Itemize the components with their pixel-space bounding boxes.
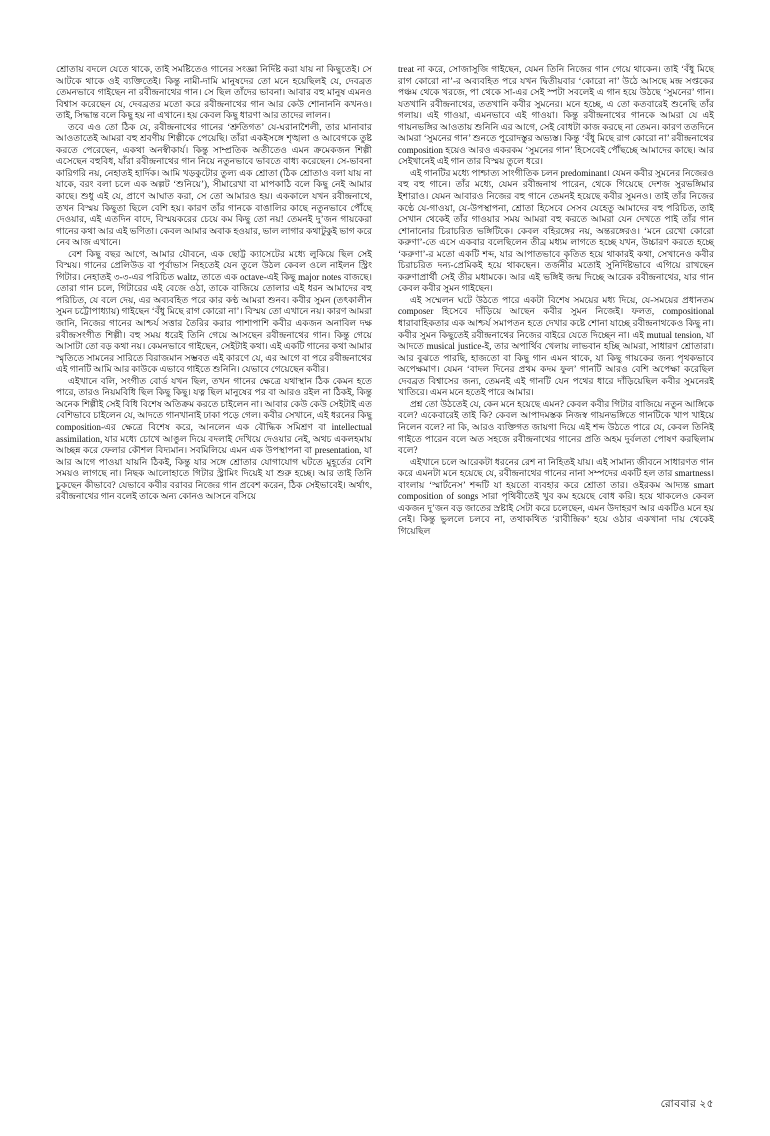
paragraph: প্রশ্ন তো উঠতেই যে, কেন মনে হয়েছে এমন? কেবল কবীর গিটার বাজিয়ে নতুন আঙ্গিকে বলে? একেবারেই তাই কি? কেবল আপাদমস্তক নিজস্ব গায়নভঙ্গিতে গানটিকে খাপ খাইয়ে নিলেন বলে? না কি, আরও ব্যক্তিগত জায়গা দিয়ে এই শব্দ উঠতে পারে যে, কেবল তিনিই গাইতে পারেন বলে অত সহজে রবীন্দ্রনাথের গানের প্রতি অহম দুর্বলতা পোষণ করছিলাম বলে? xyxy=(398,398,714,456)
right-column xyxy=(398,64,714,1054)
left-column xyxy=(56,64,372,1054)
paragraph: এই গানটির মধ্যে পাশ্চাত্য সাংগীতিক চলন predominant। যেমন কবীর সুমনের নিজেরও বহু বহু গানে। তাঁর মধ্যে, যেমন রবীন্দ্রনাথ পারেন, থেকে গিয়েছে দেশজ সুরভঙ্গিমার ইশারাও। যেমন আবারও নিজের বহু গানে তেমনই হয়েছে কবীর সুমনও। তাই তাঁর নিজের কণ্ঠে যে-গাওয়া, যে-উপস্থাপনা, শ্রোতা হিসেবে সেসব যেহেতু আমাদের বহু পরিচিত, তাই সেখান থেকেই তাঁর গাওয়ার সময় আমরা বহু করতে আমরা যেন দেখতে পাই তাঁর গান শোনানোর চিরাচরিত ভঙ্গিটিকে। কেবল বহিরঙ্গের নয়, অন্তরঙ্গেরও। ‘মনে রেখো কোরো করুণা’-তে এসে একবার বলেছিলেন তীব্র মধ্যম লাগতে হচ্ছে যখন, উচ্চারণ করতে হচ্ছে ‘করুণা’-র মতো একটি শব্দ, যার আপাতভাবে কৃতিত হয়ে থাকারই কথা, সেখানেও কবীর চিরাচরিত দন্য-প্রেমিকই হয়ে থাকছেন। তর্জনীর মতোই সুনির্দিষ্টভাবে এগিয়ে রাখছেন করুণাপ্রার্থী সেই তীর মধামকে। আর এই ভঙ্গিই জন্ম দিচ্ছে আরেক রবীন্দ্রনাথের, যার গান কেবল কবীর সুমন গাইছেন। xyxy=(398,167,714,294)
paragraph: treat না করে, সোজাসুজি গাইছেন, যেমন তিনি নিজের গান গেয়ে থাকেন। তাই ‘বঁধু মিছে রাগ কোরো না’-র অব্যবহিত পরে যখন দ্বিতীয়বার ‘কোরো না’ উঠে আসছে মন্দ্র সপ্তকের পঞ্চম থেকে খরজে, পা থেকে সা-এর সেই স্পটা সবলেই এ গান হয়ে উঠছে ‘সুমনের’ গান। যতখানি রবীন্দ্রনাথের, ততখানি কবীর সুমনের। মনে হচ্ছে, এ তো কতবারেই শুনেছি তাঁর গলায়। এই গাওয়া, এমনভাবে এই গাওয়া। কিন্তু রবীন্দ্রনাথের গানকে আমরা যে এই গায়নভঙ্গির আওতায় শুনিনি এর আগে, সেই বোধটা কাজ করছে না তেমন। কারণ ততদিনে আমরা ‘সুমনের গান’ শুনতে পুরোদস্তুর অভ্যস্ত। কিন্তু ‘বঁধু মিছে রাগ কোরো না’ রবীন্দ্রনাথের composition হয়েও আরও একরকম ‘সুমনের গান’ হিসেবেই পৌঁছচ্ছে আমাদের কাছে। আর সেইখানেই এই গান তার বিস্ময় তুলে ধরে। xyxy=(398,64,714,167)
paragraph: এইখানে বলি, সংগীত বোর্ড যখন ছিল, তখন গানের ক্ষেত্রে যথাস্থান ঠিক কেমন হতে পারে, তারও নিয়মবিধি ছিল কিছু কিছু। যত্ন ছিল মানুষের পর বা আরও রইল না ঠিকই, কিন্তু অনেক শিল্পীই সেই বিধি বিশেষ অতিক্রম করতে চাইলেন না। আবার কেউ কেউ সেইটাই এত বেশিভাবে চাইলেন যে, আদতে গানখানাই ঢাকা পড়ে গেল। কবীর সেখানে, এই ধরনের কিছু composition-এর ক্ষেত্রে বিশেষ করে, আনলেন এক বৌদ্ধিক সমিশ্রণ বা intellectual assimilation, যার মধ্যে চোখে আঙুল দিয়ে বদলাই দেখিয়ে দেওয়ার নেই, অথচ একলহমায় আচ্ছন্ন করে ফেলার কৌশল বিদ্যমান। সবমিলিয়ে এমন এক উপস্থাপনা বা presentation, যা আর আগে পাওয়া যায়নি ঠিকই, কিন্তু যার সঙ্গে শ্রোতার যোগাযোগ ঘটতে মুহূর্তের বেশি সময়ও লাগছে না। নিছক আলোহাতে গিটার স্ট্রামিং দিয়েই যা শুরু হচ্ছে। আর তাই তিনি চুকছেন কীভাবে? যেভাবে কবীর বরাবর নিজের গান প্রবেশ করেন, ঠিক সেইভাবেই। অর্থাৎ, রবীন্দ্রনাথের গান বলেই তাকে অন্য কোনও আসনে বসিয়ে xyxy=(56,375,372,502)
two-column-layout xyxy=(56,64,714,1054)
paragraph: শ্রোতায় বদলে যেতে থাকে, তাই সমষ্টিতেও গানের সংজ্ঞা নির্দিষ্ট করা যায় না কিছুতেই। সে আটকে থাকে ওই ব্যক্তিতেই। কিন্তু নামী-দামি মানুষদের তো মনে হয়েছিলই যে, দেবব্রত তেমনভাবে গাইছেন না রবীন্দ্রনাথের গান। সে ছিল তাঁদের ভাবনা। আবার বহু মানুষ এমনও বিশ্বাস করেছেন যে, দেবব্রতর মতো করে রবীন্দ্রনাথের গান আর কেউ শোনাননি কখনও। তাই, সিদ্ধান্ত বলে কিছু হয় না এখানে। হয় কেবল কিছু ধারণা আর তাদের লালন। xyxy=(56,64,372,121)
page-footer: রোববার ২৫ xyxy=(660,1099,714,1110)
paragraph: তবে এও তো ঠিক যে, রবীন্দ্রনাথের গানের ‘শ্রুতিগত’ যে-ঘরানাশৈলী, তার মানাবার আওতাতেই আমরা বহু শ্রবণীয় শিল্পীকে পেয়েছি। তাঁরা একইসঙ্গে শৃঙ্খলা ও আবেগকে তুষ্ট করতে পেরেছেন, একথা অনস্বীকার্য। কিন্তু সাম্প্রতিক অতীতেও এমন ক্রমেকজন শিল্পী এসেছেন বহুবিধ, যাঁরা রবীন্দ্রনাথের গান নিয়ে নতুনভাবে ভাবতে বাধ্য করেছেন। সে-ভাবনা কারিগরি নয়, নেহাতই হার্দিক। আমি খড়কুটোর তুল্য এক শ্রোতা (ঠিক শ্রোতাও বলা যায় না যাকে, বরং বলা চলে এক অল্পট ‘শুনিয়ে’), সীমারেখা বা মাপকাঠি বলে কিছু নেই আমার কাছে। শুধু এই যে, প্রাণে আঘাত করা, সে তো আমারও হয়। এককালে যখন রবীন্দ্রনাথে, তখন বিস্ময় কিছুতা ছিলে বেশি হয়। কারণ তাঁর গানকে বাঙালির কাছে নতুনভাবে পৌঁছে দেওয়ার, এই এতদিন বাদে, বিস্ময়করের চেয়ে কম কিছু তো নয়! তেমনই দু’জন গায়কেরা গানের কথা আর এই ভণিতা। কেবল আমার অবাক হওয়ার, ভাল লাগার কথাটুকুই ভাগ করে নেব আজ এখানে। xyxy=(56,121,372,248)
paragraph: এইখানে চলে আরেকটা ধরনের রেশ না নিহিতই যায়। এই সামান্য জীবনে সাধারণত গান করে এমনটা মনে হয়েছে যে, রবীন্দ্রনাথের গানের নানা সম্পদের একটি হল তার smartness। বাংলায় ‘স্মার্টনেস’ শব্দটি যা হয়তো ব্যবহার করে শ্রোতা তার। ওইরকম আদ্যন্ত smart composition of songs সারা পৃথিবীতেই খুব কম হয়েছে বোধ করি। হয়ে থাকলেও কেবল একজন দু’জন বড় জাতের স্রষ্টাই সেটা করে চলেছেন, এমন উদাহরণ আর একটিও মনে হয় নেই। কিন্তু ভুললে চলবে না, তথাকথিত ‘রাবীন্দ্রিক’ হয়ে ওঠার একখানা দায় থেকেই গিয়েছিল xyxy=(398,456,714,536)
paragraph: এই সম্মেলন ঘটে উঠতে পারে একটা বিশেষ সময়ের মধ্য দিয়ে, যে-সময়ের প্রধানতম composer হিসেবে দাঁড়িয়ে আছেন কবীর সুমন নিজেই। ফলত, compositional ধারাবাহিকতার এক আশ্চর্য সমাপতন হতে দেখার কষ্টে শোনা যাচ্ছে রবীন্দ্রনাথকেও কিছু না। কবীর সুমন কিছুতেই রবীন্দ্রনাথের নিজের বাইরে যেতে দিচ্ছেন না। এই mutual tension, যা আদতে musical justice-ই, তার অপার্থিব খেলায় লাভবান হচ্ছি আমরা, সাধারণ শ্রোতারা। আর বুঝতে পারছি, হাজতো বা কিছু গান এমন থাকে, যা কিছু গায়কের জন্য পৃথকভাবে অপেক্ষমাণ। যেমন ‘বাদল দিনের প্রথম কদম ফুল’ গানটি আরও বেশি অপেক্ষা করেছিল দেবব্রত বিশ্বাসের জন্য, তেমনই এই গানটি যেন পথের ধারে দাঁড়িয়েছিল কবীর সুমনেরই খাতিরে। এমন মনে হতেই পারে আমার। xyxy=(398,294,714,398)
paragraph: বেশ কিছু বছর আগে, আমার যৌবনে, এক ছোট্ট ক্যাসেটের মধ্যে লুকিয়ে ছিল সেই বিস্ময়। গানের প্রেলিউড বা পূর্বাভাস নিহতেই যেন তুলে উঠল কেবল ওলে নাইলন স্ট্রিং গিটার। নেহাতই ৩-৩-এর পরিচিত waltz, তাতে এক octave-এই কিছু major notes বাজছে। তোরা গান চলে, গিটারের এই বেজে ওঠা, তাকে বাজিয়ে তোলার এই ধরন আমাদের বহু পরিচিত, যে বলে দেয়, এর অব্যবহিত পরে কার কণ্ঠ আমরা শুনব। কবীর সুমন (তৎকালীন সুমন চট্টোপাধ্যায়) গাইছেন ‘বঁধু মিছে রাগ কোরো না’। বিস্ময় তো এখানে নয়। কারণ আমরা জানি, নিজের গানের আশ্চর্য সত্তার তৈরির করার পাশাপাশি কবীর একজন অনাবিল দক্ষ রবীন্দ্রসংগীত শিল্পী। বহু সময় ধরেই তিনি গেয়ে আসছেন রবীন্দ্রনাথের গান। কিন্তু গেয়ে আসাটা তো বড় কথা নয়। কেমনভাবে গাইছেন, সেইটাই কথা। এই একটি গানের কথা আমার স্মৃতিতে সামনের সারিতে বিরাজমান সম্ভবত এই কারণে যে, এর আগে বা পরে রবীন্দ্রনাথের এই গানটি আমি আর কাউকে এভাবে গাইতে শুনিনি। যেভাবে গেয়েছেন কবীর। xyxy=(56,248,372,375)
